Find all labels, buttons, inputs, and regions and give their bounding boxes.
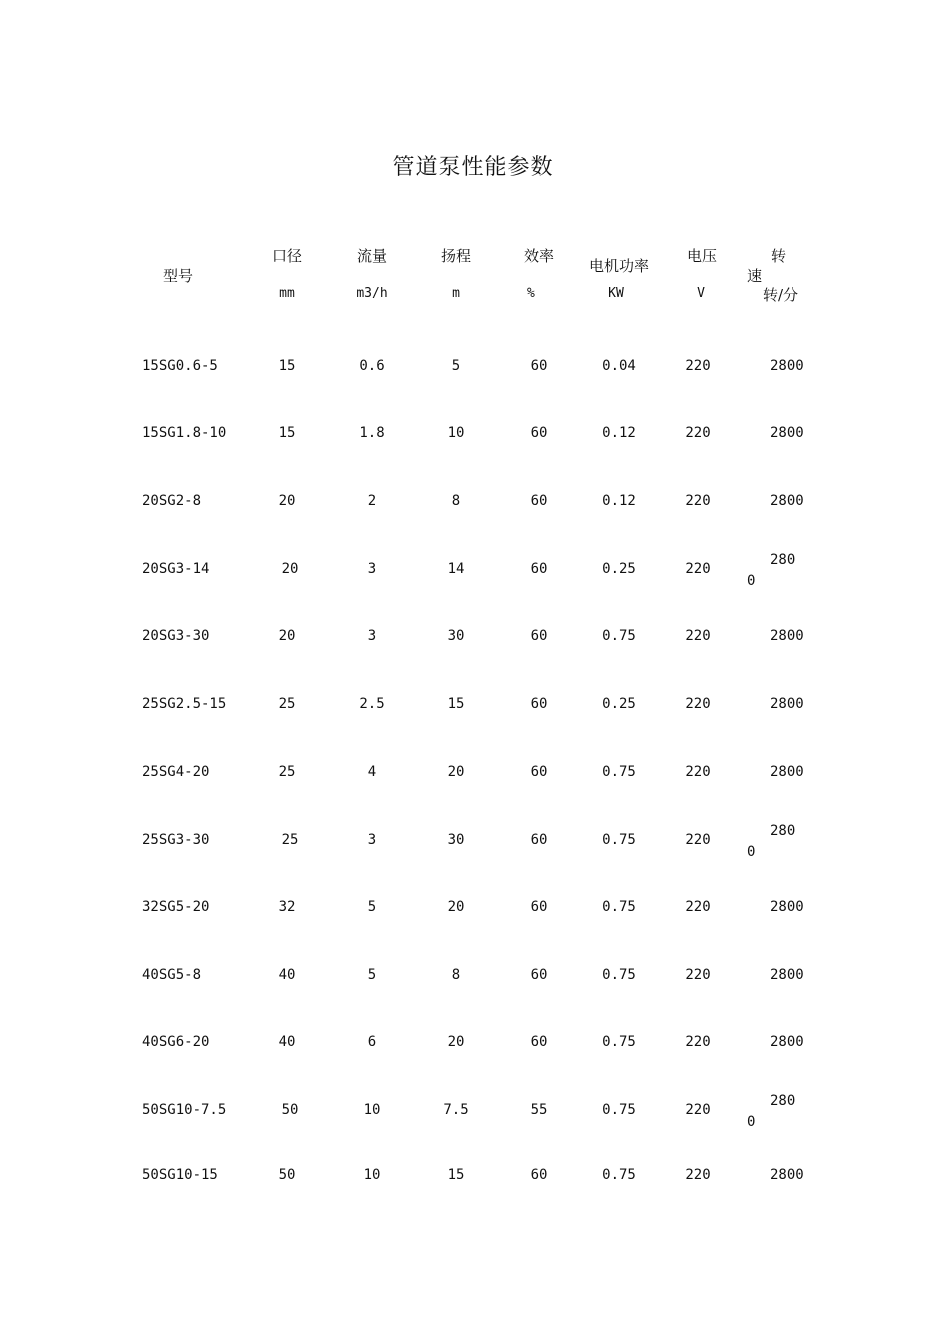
cell-diameter: 25 [281, 832, 299, 848]
cell-speed: 2800 [770, 493, 804, 509]
page-title: 管道泵性能参数 [392, 155, 554, 180]
cell-model: 25SG2.5-15 [142, 696, 227, 712]
cell-model: 15SG0.6-5 [142, 358, 218, 374]
cell-head: 20 [447, 764, 465, 780]
cell-model: 15SG1.8-10 [142, 425, 227, 441]
cell-voltage: 220 [685, 832, 711, 848]
cell-power: 0.75 [602, 1034, 636, 1050]
cell-efficiency: 60 [530, 899, 548, 915]
cell-flow: 10 [363, 1167, 381, 1183]
cell-speed: 2800 [770, 425, 804, 441]
cell-model: 20SG3-14 [142, 561, 210, 577]
cell-head: 8 [451, 967, 461, 983]
cell-diameter: 32 [278, 899, 296, 915]
cell-flow: 3 [367, 832, 377, 848]
cell-model: 25SG3-30 [142, 832, 210, 848]
cell-power: 0.25 [602, 561, 636, 577]
header-diameter: 口径 [271, 247, 303, 265]
cell-diameter: 20 [281, 561, 299, 577]
header-voltage: 电压 [686, 247, 718, 265]
header-speed-a: 转 [771, 247, 787, 265]
cell-voltage: 220 [685, 1102, 711, 1118]
cell-diameter: 25 [278, 696, 296, 712]
cell-model: 40SG5-8 [142, 967, 202, 983]
cell-model: 20SG2-8 [142, 493, 202, 509]
cell-voltage: 220 [685, 425, 711, 441]
cell-power: 0.75 [602, 899, 636, 915]
header-flow-unit: m3/h [356, 286, 388, 301]
cell-power: 0.75 [602, 628, 636, 644]
cell-speed: 2800 [770, 967, 804, 983]
cell-power: 0.75 [602, 832, 636, 848]
cell-efficiency: 60 [530, 696, 548, 712]
cell-power: 0.75 [602, 1167, 636, 1183]
cell-efficiency: 60 [530, 832, 548, 848]
cell-speed-top: 280 [770, 1093, 796, 1109]
cell-efficiency: 60 [530, 628, 548, 644]
cell-model: 50SG10-7.5 [142, 1102, 227, 1118]
cell-speed: 2800 [770, 358, 804, 374]
header-motor-power: 电机功率 [588, 257, 650, 275]
cell-diameter: 50 [278, 1167, 296, 1183]
cell-speed-top: 280 [770, 823, 796, 839]
cell-efficiency: 60 [530, 967, 548, 983]
cell-voltage: 220 [685, 358, 711, 374]
cell-flow: 3 [367, 628, 377, 644]
cell-voltage: 220 [685, 764, 711, 780]
cell-flow: 0.6 [359, 358, 385, 374]
cell-efficiency: 60 [530, 561, 548, 577]
cell-power: 0.25 [602, 696, 636, 712]
cell-head: 15 [447, 696, 465, 712]
cell-speed: 2800 [770, 764, 804, 780]
header-efficiency-unit: % [527, 286, 535, 301]
cell-power: 0.75 [602, 764, 636, 780]
cell-head: 7.5 [443, 1102, 469, 1118]
cell-diameter: 20 [278, 628, 296, 644]
header-diameter-unit: mm [279, 286, 295, 301]
header-speed-unit: 转/分 [763, 286, 799, 304]
cell-model: 25SG4-20 [142, 764, 210, 780]
cell-power: 0.04 [602, 358, 636, 374]
cell-voltage: 220 [685, 493, 711, 509]
cell-diameter: 50 [281, 1102, 299, 1118]
cell-power: 0.75 [602, 1102, 636, 1118]
cell-flow: 2.5 [359, 696, 385, 712]
cell-voltage: 220 [685, 628, 711, 644]
cell-model: 32SG5-20 [142, 899, 210, 915]
cell-diameter: 40 [278, 1034, 296, 1050]
cell-voltage: 220 [685, 561, 711, 577]
header-motor-power-unit: KW [608, 286, 624, 301]
cell-head: 5 [451, 358, 461, 374]
cell-flow: 1.8 [359, 425, 385, 441]
cell-efficiency: 60 [530, 425, 548, 441]
cell-model: 40SG6-20 [142, 1034, 210, 1050]
header-head-unit: m [452, 286, 460, 301]
cell-flow: 6 [367, 1034, 377, 1050]
cell-voltage: 220 [685, 967, 711, 983]
cell-efficiency: 60 [530, 1034, 548, 1050]
header-speed-b: 速 [747, 267, 763, 285]
cell-flow: 5 [367, 967, 377, 983]
cell-model: 50SG10-15 [142, 1167, 218, 1183]
cell-power: 0.75 [602, 967, 636, 983]
cell-speed: 2800 [770, 1167, 804, 1183]
cell-speed: 2800 [770, 628, 804, 644]
cell-diameter: 40 [278, 967, 296, 983]
cell-head: 30 [447, 628, 465, 644]
cell-power: 0.12 [602, 425, 636, 441]
cell-speed-bottom: 0 [747, 573, 756, 589]
cell-flow: 10 [363, 1102, 381, 1118]
cell-efficiency: 60 [530, 764, 548, 780]
cell-head: 14 [447, 561, 465, 577]
header-flow: 流量 [356, 247, 388, 265]
cell-speed: 2800 [770, 1034, 804, 1050]
header-voltage-unit: V [697, 286, 705, 301]
cell-head: 10 [447, 425, 465, 441]
cell-head: 30 [447, 832, 465, 848]
header-model: 型号 [163, 267, 194, 285]
cell-head: 20 [447, 899, 465, 915]
cell-speed-bottom: 0 [747, 844, 756, 860]
cell-head: 20 [447, 1034, 465, 1050]
cell-speed-top: 280 [770, 552, 796, 568]
cell-head: 15 [447, 1167, 465, 1183]
cell-diameter: 20 [278, 493, 296, 509]
cell-voltage: 220 [685, 1167, 711, 1183]
cell-flow: 3 [367, 561, 377, 577]
cell-power: 0.12 [602, 493, 636, 509]
cell-flow: 2 [367, 493, 377, 509]
cell-flow: 5 [367, 899, 377, 915]
cell-efficiency: 60 [530, 493, 548, 509]
cell-head: 8 [451, 493, 461, 509]
cell-efficiency: 55 [530, 1102, 548, 1118]
cell-flow: 4 [367, 764, 377, 780]
cell-efficiency: 60 [530, 1167, 548, 1183]
header-head: 扬程 [440, 247, 472, 265]
cell-diameter: 15 [278, 358, 296, 374]
cell-efficiency: 60 [530, 358, 548, 374]
cell-voltage: 220 [685, 1034, 711, 1050]
cell-voltage: 220 [685, 899, 711, 915]
cell-speed-bottom: 0 [747, 1114, 756, 1130]
cell-diameter: 15 [278, 425, 296, 441]
cell-model: 20SG3-30 [142, 628, 210, 644]
cell-voltage: 220 [685, 696, 711, 712]
header-efficiency: 效率 [523, 247, 555, 265]
cell-speed: 2800 [770, 696, 804, 712]
cell-diameter: 25 [278, 764, 296, 780]
cell-speed: 2800 [770, 899, 804, 915]
